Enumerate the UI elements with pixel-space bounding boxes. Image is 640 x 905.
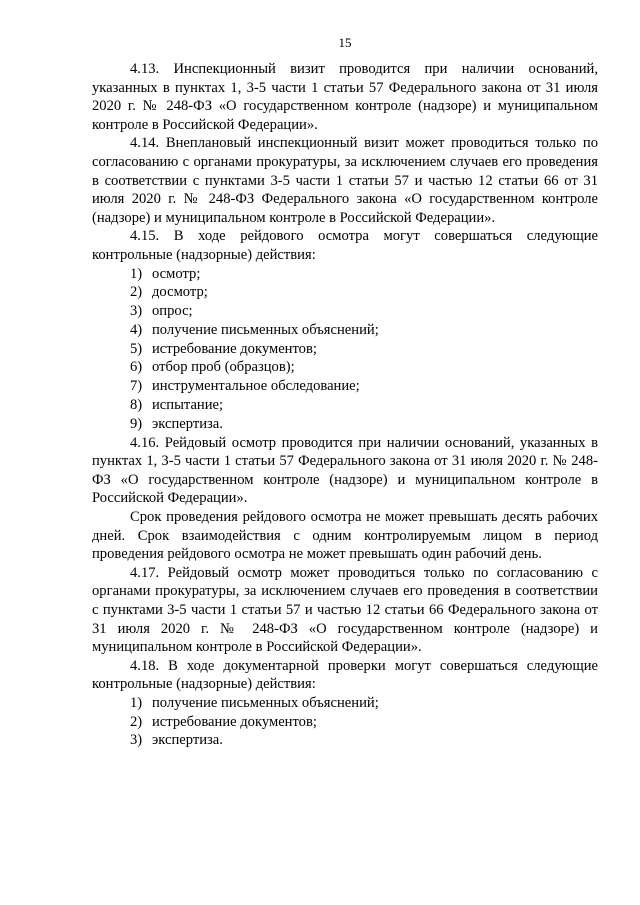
list-4-15: [92, 265, 598, 434]
list-item-number: 4): [130, 321, 143, 338]
paragraph-4-16: 4.16. Рейдовый осмотр проводится при наличии оснований, указанных в пунктах 1, 3-5 части 1 статьи 57 Федерального закона от 31 июля 2020 г. № 248-ФЗ «О государственном контроле (надзоре) и муниципальном контроле в Российской Федерации».: [92, 434, 598, 507]
list-item: [92, 415, 598, 434]
list-item-number: 5): [130, 340, 143, 357]
list-item-number: 9): [130, 415, 143, 432]
paragraph-4-13: 4.13. Инспекционный визит проводится при наличии оснований, указанных в пунктах 1, 3-5 части 1 статьи 57 Федерального закона от 31 июля 2020 г. № 248-ФЗ «О государственном контроле (надзоре) и муниципальном контроле в Российской Федерации».: [92, 61, 598, 133]
list-item-number: 1): [130, 694, 143, 711]
paragraph-4-16-term: Срок проведения рейдового осмотра не может превышать десять рабочих дней. Срок взаимодействия с одним контролируемым лицом в период проведения рейдового осмотра не может превышать один рабочий день.: [92, 508, 598, 563]
list-item-text: получение письменных объяснений;: [152, 694, 379, 711]
list-item-number: 8): [130, 397, 143, 413]
list-item-number: 3): [130, 732, 143, 749]
list-item-text: инструментальное обследование;: [152, 378, 360, 395]
list-item-text: отбор проб (образцов);: [152, 359, 295, 376]
paragraph-4-15: 4.15. В ходе рейдового осмотра могут совершаться следующие контрольные (надзорные) действия:: [92, 228, 598, 263]
list-item-text: истребование документов;: [152, 713, 317, 730]
list-item-number: 2): [130, 713, 143, 730]
list-item-number: 3): [130, 303, 143, 320]
page-number: 15: [338, 35, 352, 50]
paragraph-4-17: 4.17. Рейдовый осмотр может проводиться только по согласованию с органами прокуратуры, за исключением случаев его проведения в соответствии с пунктами 3-5 части 1 статьи 57 и частью 12 статьи 66 Федерального закона от 31 июля 2020 г. № 248-ФЗ «О государственном контроле (надзоре) и муниципальном контроле в Российской Федерации».: [92, 564, 598, 656]
list-item: [92, 302, 598, 321]
list-item: [92, 265, 598, 284]
list-item-text: испытание;: [152, 397, 224, 413]
list-item: [92, 377, 598, 396]
list-item: [92, 283, 598, 302]
list-item-text: истребование документов;: [152, 340, 317, 357]
list-item-text: опрос;: [152, 303, 193, 320]
list-item: [92, 713, 598, 732]
list-item: [92, 321, 598, 340]
list-item: [92, 694, 598, 713]
list-item: [92, 731, 598, 750]
list-item-number: 7): [130, 378, 143, 395]
list-item: [92, 358, 598, 377]
list-item: [92, 396, 598, 415]
list-item-number: 1): [130, 265, 143, 282]
paragraph-4-18: 4.18. В ходе документарной проверки могут совершаться следующие контрольные (надзорные) действия:: [92, 657, 598, 693]
list-item-text: экспертиза.: [152, 732, 223, 749]
list-4-18: [92, 694, 598, 750]
list-item: [92, 340, 598, 359]
list-item-number: 6): [130, 359, 143, 376]
paragraph-4-14: 4.14. Внеплановый инспекционный визит может проводиться только по согласованию с органами прокуратуры, за исключением случаев его проведения в соответствии с пунктами 3-5 части 1 статьи 57 и частью 12 статьи 66 от 31 июля 2020 г. № 248-ФЗ Федерального закона «О государственном контроле (надзоре) и муниципальном контроле в Российской Федерации».: [92, 135, 598, 226]
list-item-text: экспертиза.: [152, 415, 223, 432]
list-item-text: осмотр;: [152, 265, 201, 282]
list-item-text: досмотр;: [152, 284, 208, 301]
list-item-text: получение письменных объяснений;: [152, 321, 379, 338]
list-item-number: 2): [130, 284, 143, 301]
